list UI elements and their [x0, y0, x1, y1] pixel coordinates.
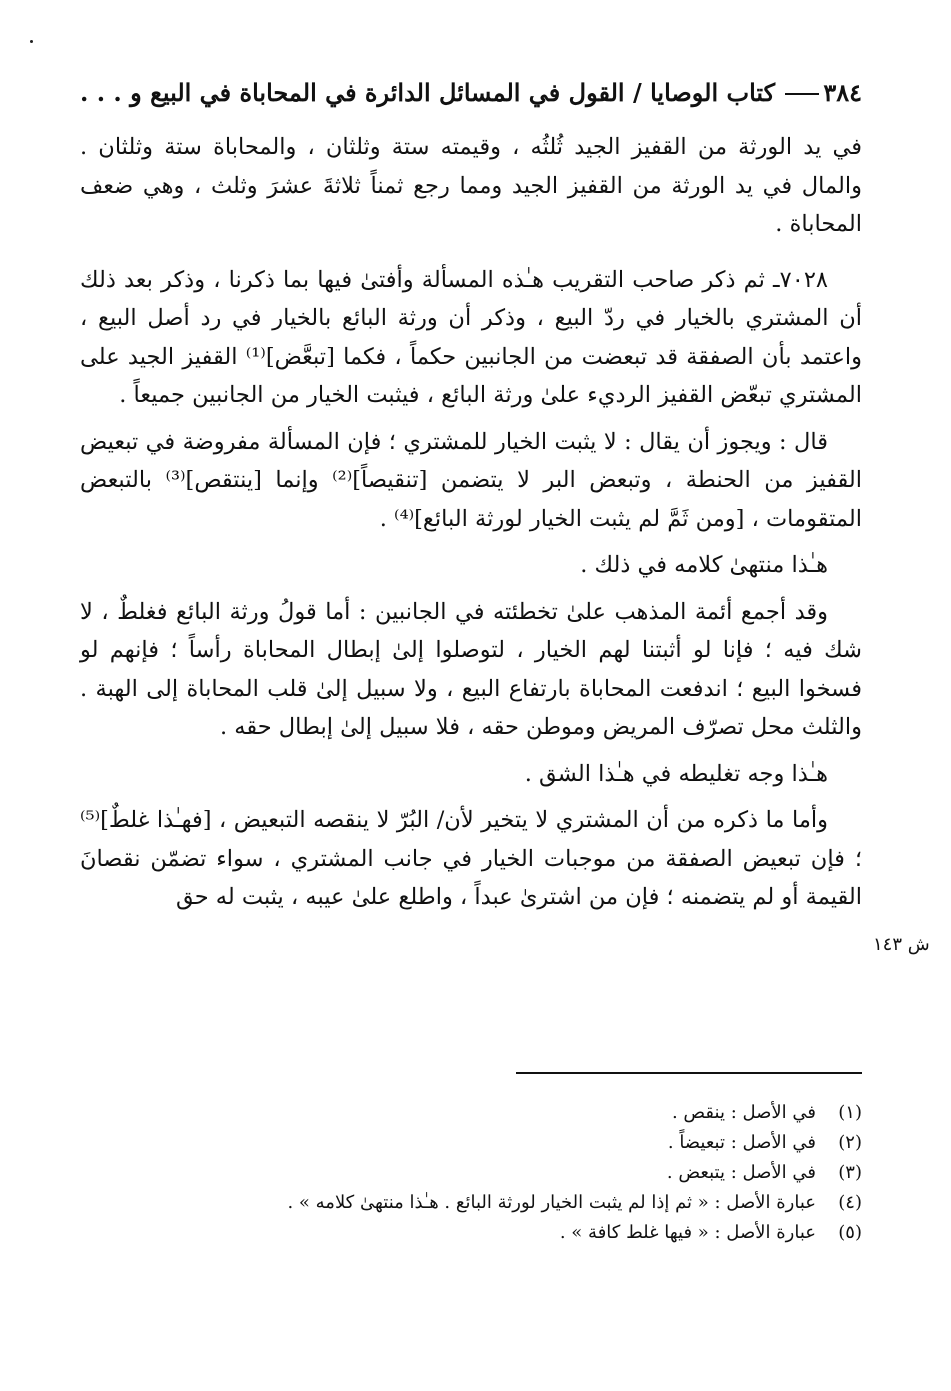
footnote-text: عبارة الأصل : « ثم إذا لم يثبت الخيار لورثة البائع . هـٰذا منتهىٰ كلامه » . [287, 1192, 816, 1213]
footnote-number: (٤) [838, 1192, 862, 1213]
footnote-3 [80, 1158, 862, 1188]
page-number: ٣٨٤ [823, 78, 862, 107]
footnote-text: عبارة الأصل : « فيها غلط كافة » . [559, 1222, 816, 1243]
footnote-4 [80, 1188, 862, 1218]
paragraph-4: هـٰذا منتهىٰ كلامه في ذلك . [580, 552, 828, 578]
footnotes [80, 1098, 862, 1248]
footnote-number: (٢) [838, 1132, 862, 1153]
footnote-text: في الأصل : ينقص . [671, 1102, 816, 1123]
scan-speck [30, 40, 33, 43]
main-text [80, 128, 862, 917]
footnote-separator [516, 1072, 862, 1074]
footnote-text: في الأصل : يتبعض . [666, 1162, 816, 1183]
header-rule [785, 93, 819, 95]
paragraph-2: ٧٠٢٨ـ ثم ذكر صاحب التقريب هـٰذه المسألة وأفتىٰ فيها بما ذكرنا ، وذكر بعد ذلك أن المشتري بالخيار في ردّ البيع ، وذكر أن ورثة البائع بالخيار في رد أصل البيع ، واعتمد بأن الصفقة قد تبعضت من الجانبين حكماً ، فكما [تبعَّض]⁽¹⁾ القفيز الجيد على المشتري تبعّض القفيز الرديء علىٰ ورثة البائع ، فيثبت الخيار من الجانبين جميعاً . [80, 266, 862, 408]
footnote-5 [80, 1218, 862, 1248]
footnote-2 [80, 1128, 862, 1158]
paragraph-6: هـٰذا وجه تغليطه في هـٰذا الشق . [524, 760, 828, 787]
footnote-number: (٣) [838, 1162, 862, 1183]
footnote-text: في الأصل : تبعيضاً . [667, 1132, 816, 1153]
footnote-number: (١) [838, 1102, 862, 1123]
running-header [80, 78, 862, 107]
footnote-1 [80, 1098, 862, 1128]
header-title: كتاب الوصايا / القول في المسائل الدائرة في المحاباة في البيع و . . . [80, 78, 776, 107]
paragraph-5: وقد أجمع أئمة المذهب علىٰ تخطئته في الجانبين : أما قولُ ورثة البائع فغلطٌ ، لا شك فيه ؛ فإنا لو أثبتنا لهم الخيار ، لتوصلوا إلىٰ إبطال المحاباة رأساً ؛ فإنهم لو فسخوا البيع ؛ اندفعت المحاباة بارتفاع البيع ، ولا سبيل إلىٰ قلب المحاباة إلى الهبة . والثلث محل تصرّف المريض وموطن حقه ، فلا سبيل إلىٰ إبطال حقه . [80, 598, 862, 740]
margin-manuscript-ref: ش ١٤٣ [873, 934, 930, 955]
paragraph-7: وأما ما ذكره من أن المشتري لا يتخير لأن/ البُرّ لا ينقصه التبعيض ، [فهـٰذا غلطٌ]⁽⁵⁾ ؛ فإن تبعيض الصفقة من موجبات الخيار في جانب المشتري ، سواء تضمّن نقصانَ القيمة أو لم يتضمنه ؛ فإن من اشترىٰ عبداً ، واطلع علىٰ عيبه ، يثبت له حق [80, 807, 862, 910]
paragraph-1: في يد الورثة من القفيز الجيد ثُلثُه ، وقيمته ستة وثلثان ، والمحاباة ستة وثلثان . والمال في يد الورثة من القفيز الجيد ومما رجع ثمناً ثلاثةَ عشرَ وثلث ، وهي ضعف المحاباة . [80, 134, 862, 237]
paragraph-3: قال : ويجوز أن يقال : لا يثبت الخيار للمشتري ؛ فإن المسألة مفروضة في تبعيض القفيز من الحنطة ، وتبعض البر لا يتضمن [تنقيصاً]⁽²⁾ وإنما [ينتقص]⁽³⁾ بالتبعض المتقومات ، [ومن ثَمَّ لم يثبت الخيار لورثة البائع]⁽⁴⁾ . [80, 428, 862, 532]
footnote-number: (٥) [838, 1222, 862, 1243]
